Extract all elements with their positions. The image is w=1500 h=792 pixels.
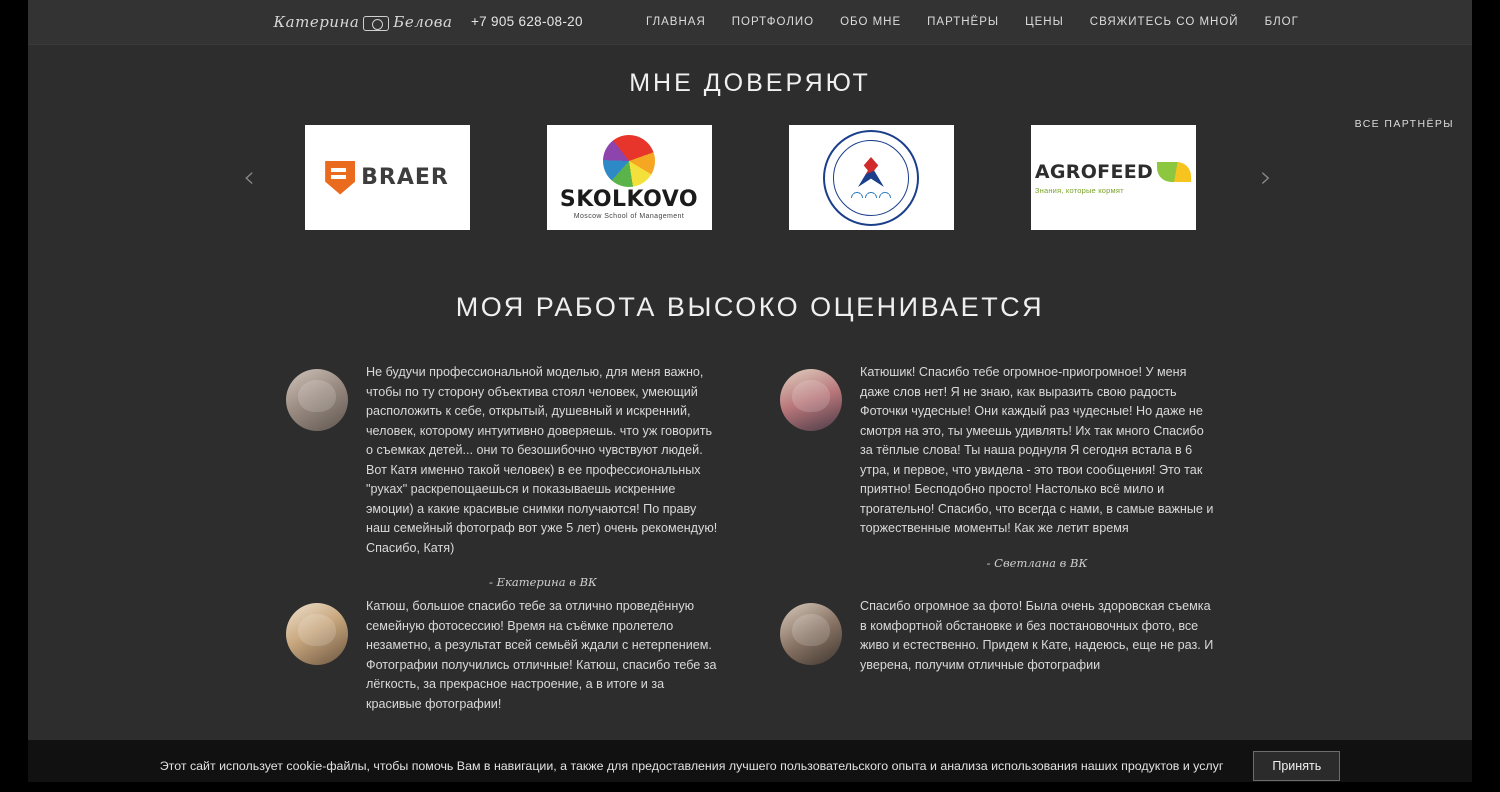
nav-item-about[interactable]: ОБО МНЕ — [840, 16, 902, 28]
review-text: Не будучи профессиональной моделью, для меня важно, чтобы по ту сторону объектива стоял человек, умеющий расположить к себе, открытый, душевный и искренний, человек, которому интуитивно доверяешь. что уж говорить о съемках детей... они то безошибочно чувствуют людей. Вот Катя именно такой человек) в ее профессиональных "руках" раскрепощаешься и показываешь искренние эмоции) а какие красивые снимки получаются! По праву наш семейный фотограф вот уже 5 лет) очень рекомендую! Спасибо, Катя) — [366, 365, 718, 555]
partner-logo-skolkovo[interactable] — [547, 125, 712, 230]
logo-first-word: Катерина Белова — [273, 13, 453, 31]
avatar — [286, 369, 348, 431]
skolkovo-sphere-icon — [603, 135, 655, 187]
review-item — [286, 363, 720, 589]
page-bottom-edge — [0, 782, 1500, 792]
avatar — [780, 603, 842, 665]
chevron-left-icon[interactable]: ‹ — [243, 160, 255, 195]
waves-icon — [851, 190, 891, 198]
nav-item-prices[interactable]: ЦЕНЫ — [1025, 16, 1064, 28]
reviews-grid — [28, 363, 1472, 714]
leaf-icon — [1157, 162, 1191, 182]
site-logo[interactable] — [273, 6, 453, 38]
cookie-consent-text: Этот сайт использует cookie-файлы, чтобы помочь Вам в навигации, а также для предоставления лучшего пользовательского опыта и анализа использования наших продуктов и услуг — [159, 759, 1224, 773]
agrofeed-logo-icon — [1035, 161, 1191, 195]
nav-item-portfolio[interactable]: ПОРТФОЛИО — [731, 16, 815, 28]
chevron-right-icon[interactable]: › — [1260, 160, 1272, 195]
nav-item-home[interactable]: ГЛАВНАЯ — [646, 16, 706, 28]
review-body — [366, 597, 720, 714]
skolkovo-wordmark: SKOLKOVO — [559, 187, 699, 212]
avatar — [780, 369, 842, 431]
nav-item-partners[interactable]: ПАРТНЁРЫ — [927, 16, 1000, 28]
partner-logo-synchro-federation[interactable] — [789, 125, 954, 230]
partner-logo-agrofeed[interactable] — [1031, 125, 1196, 230]
camera-icon — [363, 16, 389, 31]
review-text: Спасибо огромное за фото! Была очень здоровская съемка в комфортной обстановке и без постановочных фото, все живо и естественно. Придем к Кате, надеюсь, еще не раз. И уверена, получим отличные фотографии — [860, 599, 1214, 672]
cookie-accept-button[interactable]: Принять — [1253, 751, 1340, 781]
page-content — [28, 0, 1472, 792]
partners-section-title: МНЕ ДОВЕРЯЮТ — [629, 69, 871, 97]
nav-item-contact[interactable]: СВЯЖИТЕСЬ СО МНОЙ — [1089, 16, 1239, 28]
main-navigation — [633, 0, 1312, 45]
review-item — [780, 363, 1214, 589]
federation-emblem-icon — [823, 130, 919, 226]
all-partners-link[interactable]: ВСЕ ПАРТНЁРЫ — [1354, 118, 1454, 130]
page-gutter-right — [1472, 0, 1500, 792]
federation-inner-ring — [833, 140, 909, 216]
review-item — [780, 597, 1214, 714]
review-text: Катюшик! Спасибо тебе огромное-приогромное! У меня даже слов нет! Я не знаю, как выразить свою радость Фоточки чудесные! Они каждый раз чудесные! Но даже не смотря на это, ты умеешь удивлять! Их так много Спасибо за тёплые слова! Ты наша роднуля Я сегодня встала в 6 утра, и первое, что увидела - это твои сообщения! Это так приятно! Бесподобно просто! Настолько всё мило и трогательно! Спасибо, что всегда с нами, в самые важные и торжественные моменты! Как же летит время — [860, 365, 1214, 535]
braer-wordmark: BRAER — [361, 165, 449, 190]
review-author: - Екатерина в ВК — [489, 575, 597, 589]
header-phone[interactable]: +7 905 628-08-20 — [471, 14, 583, 29]
review-body — [366, 363, 720, 589]
nav-item-blog[interactable]: БЛОГ — [1264, 16, 1299, 28]
partner-logo-braer[interactable] — [305, 125, 470, 230]
partners-carousel — [28, 125, 1472, 235]
page-gutter-left — [0, 0, 28, 792]
braer-logo-icon — [325, 161, 449, 195]
skolkovo-subtitle: Moscow School of Management — [573, 213, 685, 220]
review-text: Катюш, большое спасибо тебе за отлично проведённую семейную фотосессию! Время на съёмке пролетело незаметно, а результат всей семьёй ждали с нетерпением. Фотографии получились отличные! Катюш, спасибо тебе за лёгкость, за прекрасное настроение, а в итоге и за красивые фотографии! — [366, 599, 717, 711]
review-body — [860, 597, 1214, 714]
site-header — [28, 0, 1472, 45]
braer-shield-icon — [325, 161, 355, 195]
reviews-section-title: МОЯ РАБОТА ВЫСОКО ОЦЕНИВАЕТСЯ — [455, 292, 1045, 322]
agrofeed-tagline: Знания, которые кормят — [1034, 185, 1124, 195]
review-body — [860, 363, 1214, 589]
skolkovo-logo-icon — [560, 135, 698, 220]
review-item — [286, 597, 720, 714]
avatar — [286, 603, 348, 665]
agrofeed-wordmark: AGROFEED — [1034, 160, 1154, 183]
review-author: - Светлана в ВК — [986, 555, 1088, 570]
logo-signature-text — [274, 13, 453, 31]
swimmer-icon — [858, 157, 884, 187]
